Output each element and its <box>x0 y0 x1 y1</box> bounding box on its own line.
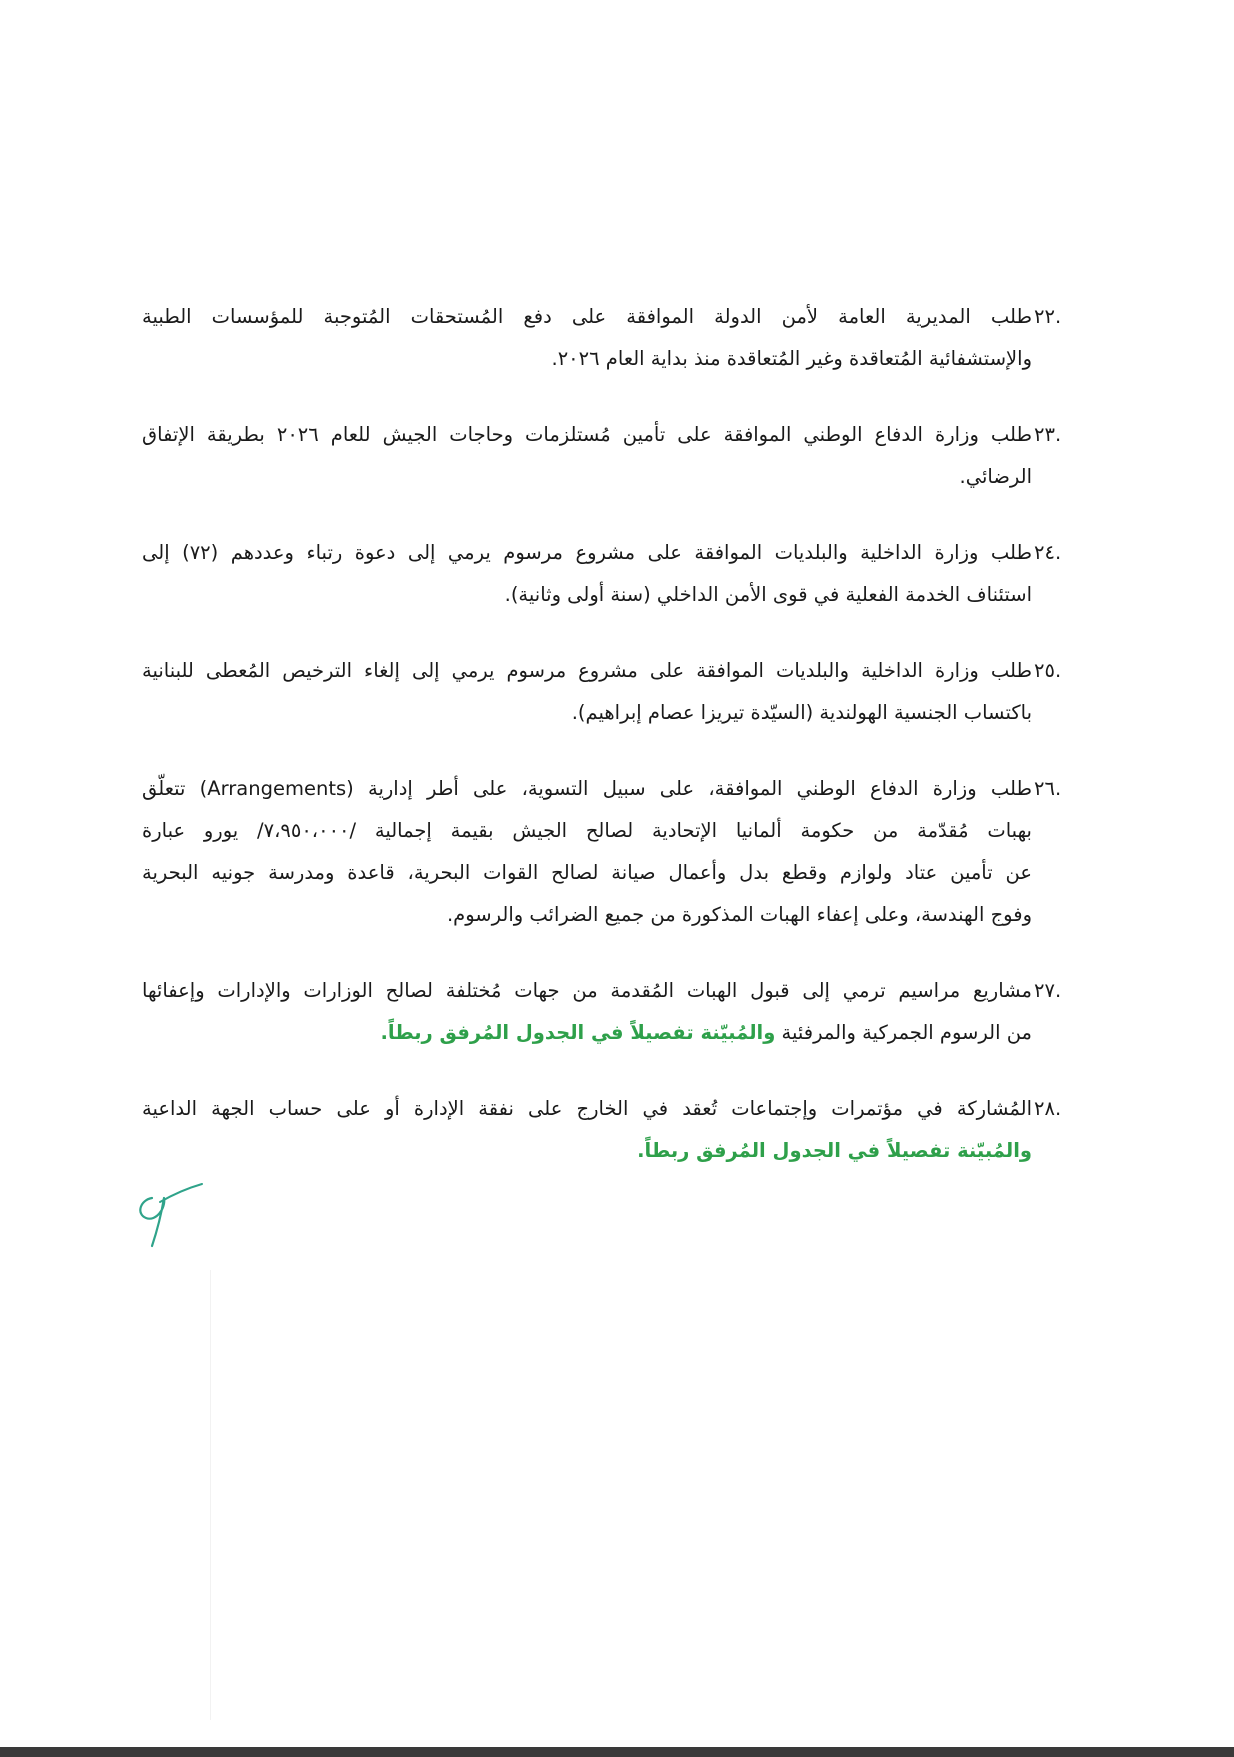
agenda-item-25 <box>142 650 1068 734</box>
agenda-item-27 <box>142 970 1068 1054</box>
item-number: ٢٦. <box>1034 777 1062 800</box>
agenda-item-23 <box>142 414 1068 498</box>
item-text-line: المُشاركة في مؤتمرات وإجتماعات تُعقد في الخارج على نفقة الإدارة أو على حساب الجهة الداعية <box>142 1097 1032 1120</box>
scan-fold-line <box>210 1270 211 1720</box>
item-text-line: الرضائي. <box>959 465 1032 488</box>
item-text-line: طلب وزارة الدفاع الوطني الموافقة، على سبيل التسوية، على أطر إدارية (Arrangements) تتعلّق <box>142 777 1032 800</box>
highlighted-text: والمُبيّنة تفصيلاً في الجدول المُرفق ربطاً. <box>637 1139 1032 1162</box>
item-text-line: طلب المديرية العامة لأمن الدولة الموافقة على دفع المُستحقات المُتوجبة للمؤسسات الطبية <box>142 305 1032 328</box>
item-number: ٢٣. <box>1034 423 1062 446</box>
item-text-line: وفوج الهندسة، وعلى إعفاء الهبات المذكورة من جميع الضرائب والرسوم. <box>446 903 1032 926</box>
item-text-line: طلب وزارة الداخلية والبلديات الموافقة على مشروع مرسوم يرمي إلى دعوة رتباء وعددهم (٧٢) إلى <box>142 541 1033 564</box>
item-text-line: والإستشفائية المُتعاقدة وغير المُتعاقدة منذ بداية العام ٢٠٢٦. <box>551 347 1032 370</box>
agenda-items-list <box>142 296 1068 1206</box>
item-number: ٢٨. <box>1034 1097 1062 1120</box>
highlighted-text: والمُبيّنة تفصيلاً في الجدول المُرفق ربطاً. <box>380 1021 776 1044</box>
item-text-segment: من الرسوم الجمركية والمرفئية <box>781 1021 1032 1044</box>
item-number: ٢٥. <box>1034 659 1062 682</box>
agenda-item-24 <box>142 532 1068 616</box>
agenda-item-28 <box>142 1088 1068 1172</box>
item-text-line: استئناف الخدمة الفعلية في قوى الأمن الداخلي (سنة أولى وثانية). <box>504 583 1032 606</box>
item-text-line: مشاريع مراسيم ترمي إلى قبول الهبات المُقدمة من جهات مُختلفة لصالح الوزارات والإدارات وإعفائها <box>142 979 1032 1002</box>
item-text-line: بهبات مُقدّمة من حكومة ألمانيا الإتحادية لصالح الجيش بقيمة إجمالية /٧،٩٥٠،٠٠٠/ يورو عبارة <box>142 819 1032 842</box>
item-number: ٢٤. <box>1034 541 1062 564</box>
agenda-item-22 <box>142 296 1068 380</box>
item-text-line: طلب وزارة الدفاع الوطني الموافقة على تأمين مُستلزمات وحاجات الجيش للعام ٢٠٢٦ بطريقة الإتفاق <box>142 423 1032 446</box>
item-text-line: عن تأمين عتاد ولوازم وقطع بدل وأعمال صيانة لصالح القوات البحرية، قاعدة ومدرسة جونيه البحرية <box>142 861 1032 884</box>
item-text-line: طلب وزارة الداخلية والبلديات الموافقة على مشروع مرسوم يرمي إلى إلغاء الترخيص المُعطى للبنانية <box>142 659 1032 682</box>
item-number: ٢٢. <box>1034 305 1062 328</box>
scan-bottom-edge <box>0 1747 1234 1757</box>
item-number: ٢٧. <box>1034 979 1062 1002</box>
item-text-line-mixed <box>142 1012 1068 1054</box>
handwritten-signature-icon <box>130 1180 210 1250</box>
agenda-item-26 <box>142 768 1068 936</box>
item-text-line: باكتساب الجنسية الهولندية (السيّدة تيريزا عصام إبراهيم). <box>571 701 1032 724</box>
